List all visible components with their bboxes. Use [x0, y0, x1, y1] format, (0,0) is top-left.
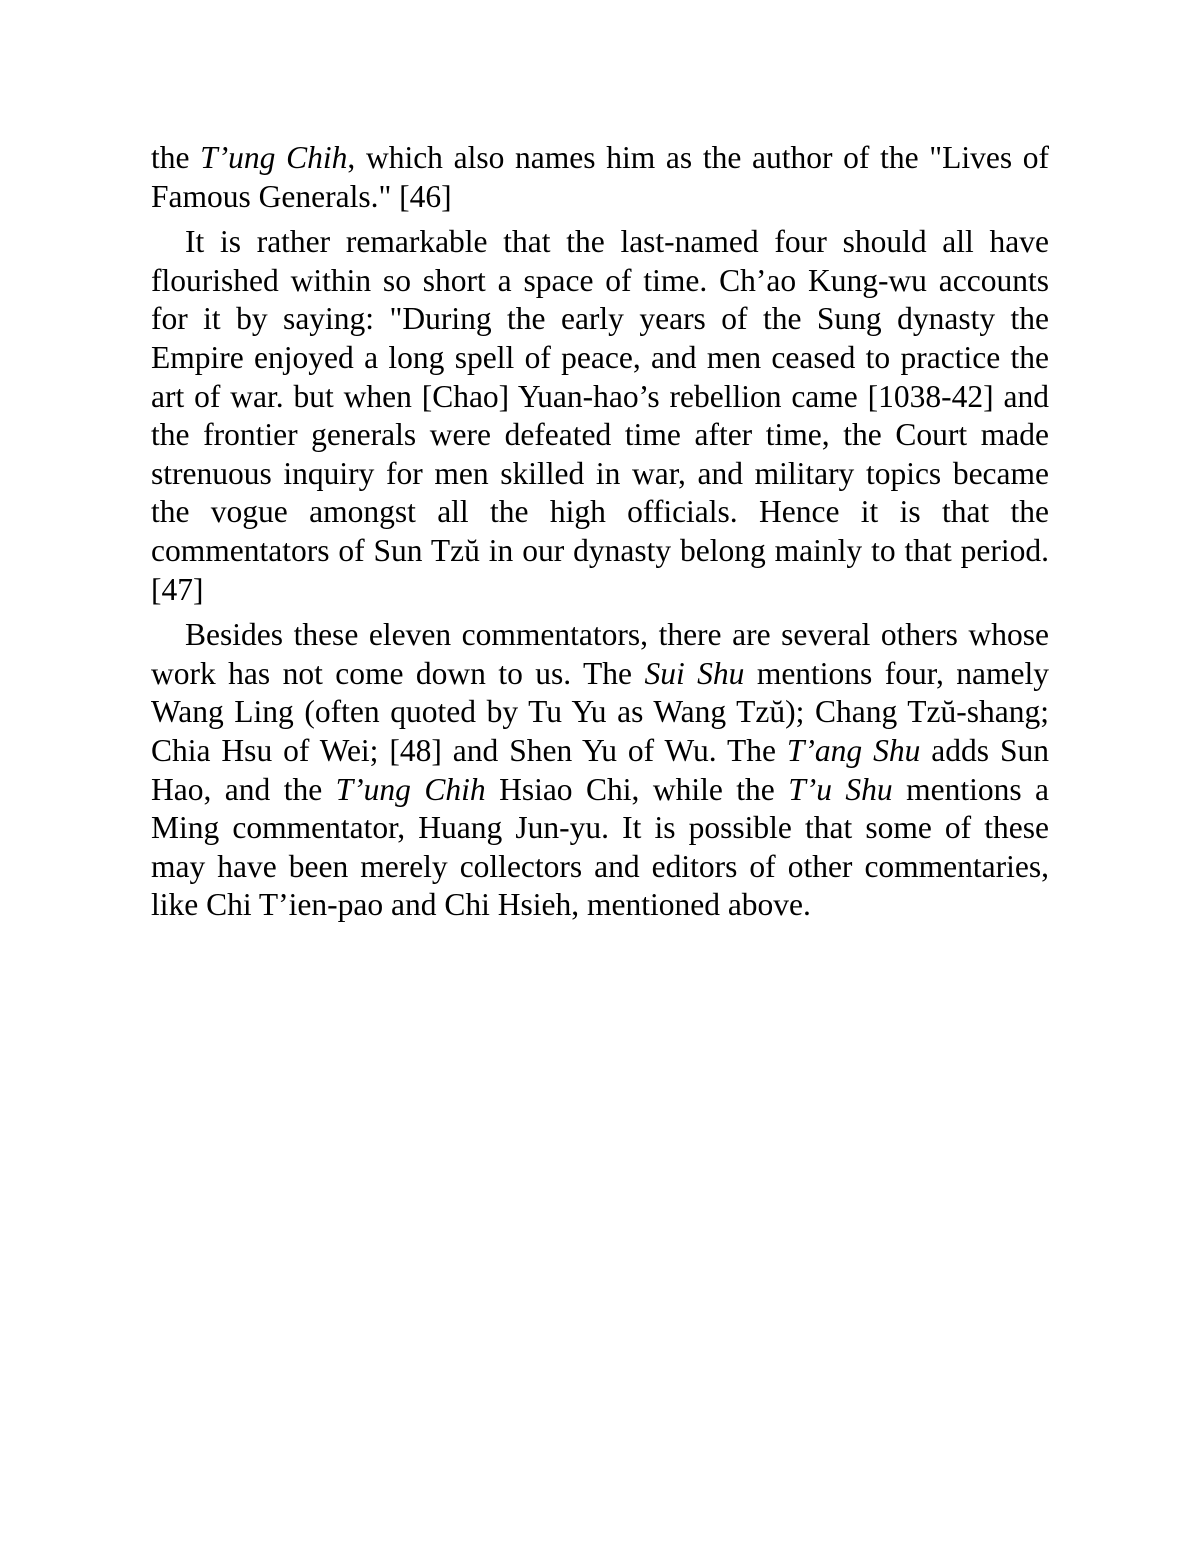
text-run: , which also names him as the author of the "Lives of Famous Generals." [46] — [151, 140, 1049, 214]
italic-text-run: T’ung Chih — [200, 140, 348, 175]
text-run: adds Sun Hao, and the — [151, 732, 1049, 807]
italic-text-run: T’ung Chih — [335, 771, 486, 807]
paragraph — [151, 616, 1049, 925]
text-run: the — [151, 140, 201, 175]
text-run: It is rather remarkable that the last-named four should all have flourished within so short a space of time. Ch’ao Kung-wu accounts for it by saying: "During the early years of the Sung dynasty the Empire enjoyed a long spell of peace, and men ceased to practice the art of war. but when [Chao] Yuan-hao’s rebellion came [1038-42] and the frontier generals were defeated time after time, the Court made strenuous inquiry for men skilled in war, and military topics became the vogue amongst all the high officials. Hence it is that the commentators of Sun Tzŭ in our dynasty belong mainly to that period. [47] — [151, 224, 1049, 607]
italic-text-run: Sui Shu — [644, 655, 745, 691]
text-run: mentions a Ming commentator, Huang Jun-yu. It is possible that some of these may have been merely collectors and editors of other commentaries, like Chi T’ien-pao and Chi Hsieh, mentioned above. — [151, 771, 1049, 923]
text-body — [151, 139, 1049, 925]
text-run: Hsiao Chi, while the — [485, 771, 789, 807]
paragraph — [151, 139, 1049, 216]
paragraph — [151, 223, 1049, 609]
italic-text-run: T’ang Shu — [786, 732, 921, 768]
text-run: Besides these eleven commentators, there are several others whose work has not come down to us. The — [151, 617, 1049, 691]
text-run: mentions four, namely Wang Ling (often quoted by Tu Yu as Wang Tzŭ); Chang Tzŭ-shang; Chia Hsu of Wei; [48] and Shen Yu of Wu. The — [151, 655, 1049, 768]
italic-text-run: T’u Shu — [788, 771, 893, 807]
